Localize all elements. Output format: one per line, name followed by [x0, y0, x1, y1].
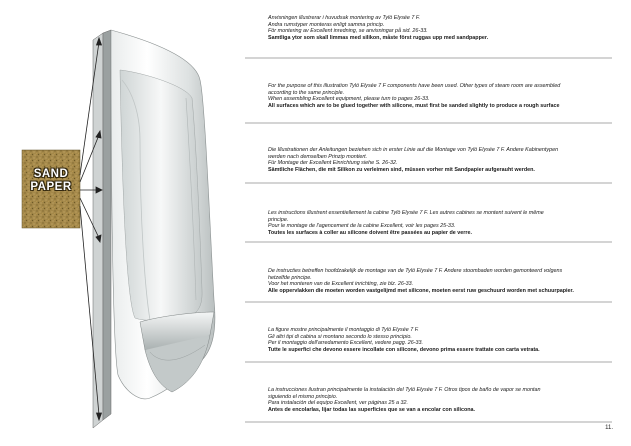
instruction-block-english	[268, 83, 613, 109]
wall-panel	[93, 30, 111, 428]
instruction-line: För montering av Excellent inredning, se anvisningar på sid. 26-33.	[268, 28, 428, 35]
instruction-line: Voor het monteren van de Excellent inrichting, zie blz. 26-33.	[268, 281, 414, 288]
instruction-bold-line: Antes de encolarlas, lijar todas las superficies que se van a encolar con silicona.	[268, 406, 476, 413]
instruction-block-french	[268, 210, 613, 236]
instruction-line: siguiendo el mismo principio.	[268, 393, 338, 400]
sandpaper-label	[24, 168, 78, 194]
instruction-line: Pour le montage de l'agencement de la cabine Excellent, voir les pages 25-33.	[268, 223, 456, 230]
instruction-line: hetzelfde principe.	[268, 274, 312, 281]
page-number: 11.	[605, 425, 613, 431]
instruction-line: For the purpose of this illustration Tylö Elysée 7 F components have been used. Other types of steam room are assembled	[268, 83, 561, 89]
instruction-block-swedish	[268, 15, 613, 41]
instruction-bold-line: Alle oppervlakken die moeten worden vastgelijmd met silicone, moeten eerst ruw geschuurd worden met schuurpapier.	[268, 287, 574, 294]
instruction-bold-line: Sämtliche Flächen, die mit Silikon zu verleimen sind, müssen vorher mit Sandpapier aufgerauht werden.	[268, 166, 535, 173]
instruction-block-german	[268, 147, 613, 173]
instruction-line: werden nach demselben Prinzip montiert.	[268, 153, 368, 160]
instruction-line: Die Illustrationen der Anleitungen beziehen sich in erster Linie auf die Montage von Tylö Elysée 7 F. Andere Kabinentypen	[268, 147, 559, 153]
instruction-line: Andra rumstyper monteras enligt samma princip.	[268, 21, 385, 28]
instruction-line: La instrucciones ilustran principalmente la instalación del Tylö Elysée 7 F. Otros tipos de baño de vapor se montan	[268, 387, 541, 393]
instruction-line: Per il montaggio dell'arredamento Excellent, vedere pagg. 26-33.	[268, 340, 424, 347]
instruction-line: De instructies betreffen hoofdzakelijk de montage van de Tylö Elysée 7 F. Andere stoombaden worden gemonteerd volgens	[268, 268, 563, 274]
sandpaper-label-line2: PAPER	[30, 181, 72, 193]
instruction-block-spanish	[268, 387, 613, 413]
instruction-line: Gli altri tipi di cabina si montano secondo lo stesso principio.	[268, 333, 412, 340]
sandpaper-label-line1: SAND	[33, 168, 69, 180]
steam-room-shell	[111, 30, 215, 399]
instruction-line: Anvisningen illustrerar i huvudsak montering av Tylö Elysée 7 F.	[268, 15, 421, 21]
instruction-line: La figure mostre principalmente il montaggio di Tylö Elysée 7 F.	[268, 327, 419, 333]
instruction-line: When assembling Excellent equipment, please turn to pages 26-33.	[268, 96, 430, 103]
instruction-line: Für Montage der Excellent Einrichtung siehe S. 26-32.	[268, 160, 398, 167]
instruction-line: Para instalación del equipo Excellent, ver páginas 25 a 32.	[268, 400, 408, 407]
divider-lines	[245, 58, 612, 422]
instruction-block-dutch	[268, 268, 613, 294]
instruction-block-italian	[268, 327, 613, 353]
instruction-bold-line: Toutes les surfaces à coller au silicone doivent être passées au papier de verre.	[268, 229, 472, 236]
instruction-bold-line: Tutte le superfici che devono essere incollate con silicone, devono prima essere trattate con carta vetrata.	[268, 346, 540, 353]
instruction-bold-line: All surfaces which are to be glued together with silicone, must first be sanded slightly to produce a rough surface	[268, 102, 560, 109]
instruction-bold-line: Samtliga ytor som skall limmas med silikon, måste först ruggas upp med sandpapper.	[268, 34, 489, 41]
instruction-line: principe.	[268, 216, 289, 223]
instruction-line: Les instructions illustrent essentiellement la cabine Tylö Elysée 7 F. Les autres cabines se montent suivent le même	[268, 210, 544, 216]
instruction-line: according to the same principle.	[268, 89, 345, 96]
